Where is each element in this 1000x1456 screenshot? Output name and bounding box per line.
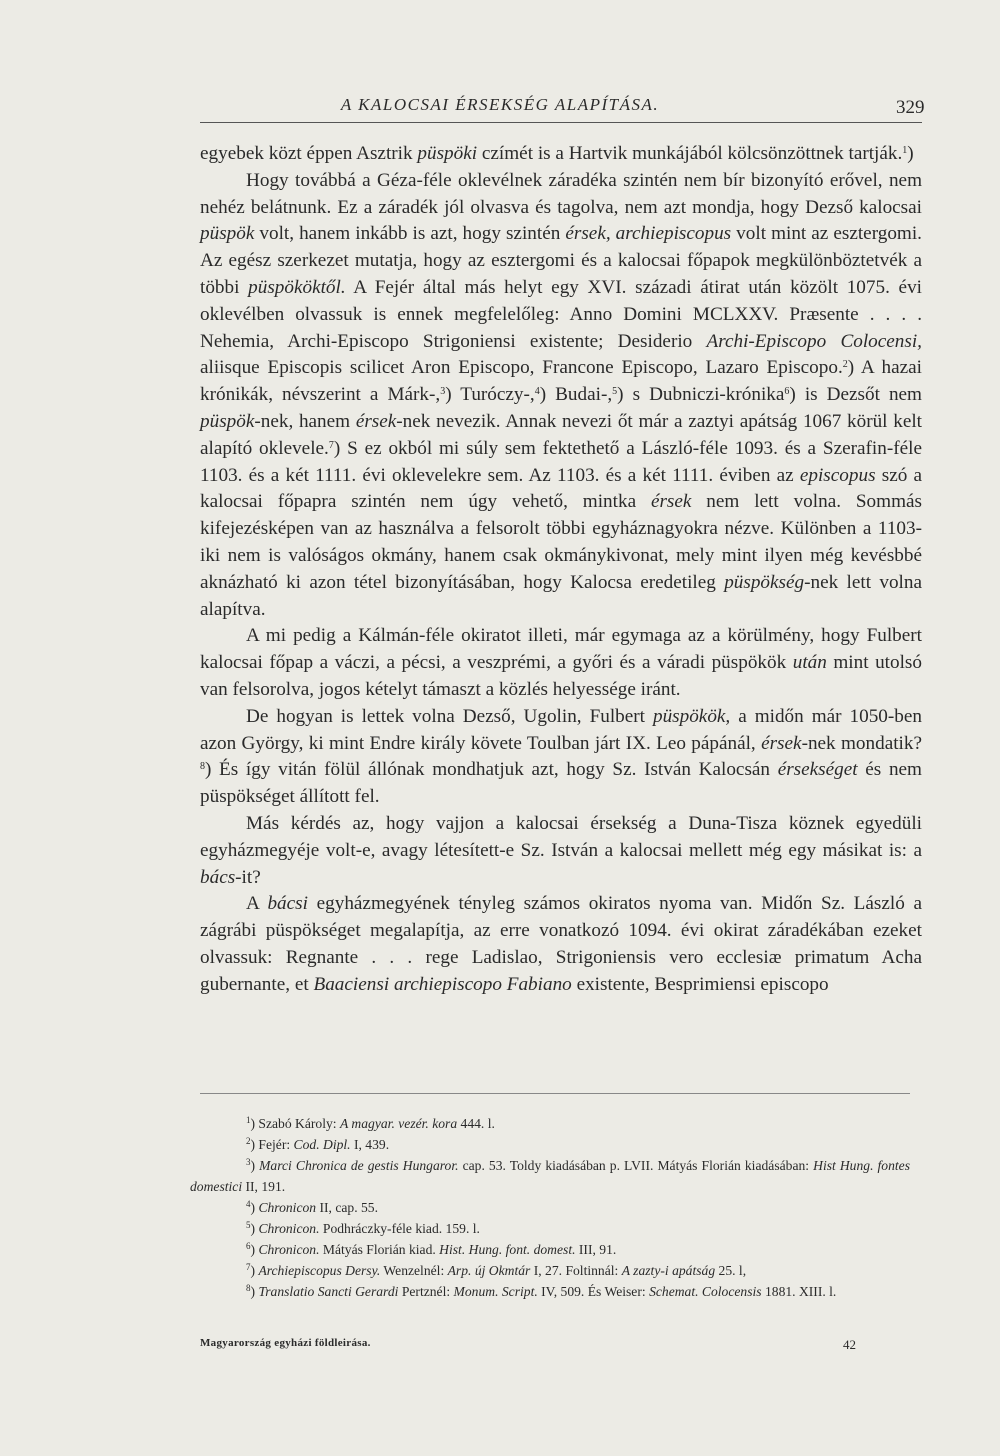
text-run: De hogyan is lettek volna Dezső, Ugolin, Fulbert: [246, 705, 653, 727]
footnote-ref: 1: [902, 145, 908, 156]
text-run: és nem püspökséget állított fel.: [200, 759, 922, 808]
footnote-marker: 1: [246, 1115, 251, 1125]
italic-text: Hist Hung. fontes domestici: [190, 1158, 911, 1194]
footnote: [190, 1260, 910, 1281]
footnote-marker: 8: [246, 1283, 251, 1293]
footnote: [190, 1155, 910, 1197]
text-run: -nek mondatik?: [801, 732, 922, 754]
text-run: ): [250, 1221, 259, 1236]
footnote-marker: 4: [246, 1199, 251, 1209]
text-run: I, 27. Foltinnál:: [530, 1263, 622, 1278]
text-run: egyebek közt éppen Asztrik: [200, 143, 418, 164]
text-run: A: [246, 893, 268, 915]
text-run: Wenzelnél:: [380, 1263, 448, 1278]
text-run: Pertznél:: [398, 1284, 454, 1299]
text-run: ) A hazai krónikák, névszerint a Márk-,: [200, 357, 922, 406]
italic-text: után: [792, 652, 827, 674]
text-run: aliisque Episcopis scilicet Aron Episcopo, Francone Episcopo, Lazaro Episcopo.: [200, 357, 843, 379]
italic-text: Cod. Dipl.: [293, 1137, 351, 1152]
italic-text: Translatio Sancti Gerardi: [258, 1284, 399, 1299]
text-run: 444. l.: [457, 1116, 495, 1131]
footnote-ref: 8: [200, 761, 205, 773]
text-run: -nek, hanem: [254, 410, 356, 432]
text-run: volt mint az esztergomi. Az egész szerkezet mutatja, hogy az esztergomi és a kalocsai főpapok megkülönböztetvék a többi: [200, 223, 922, 298]
text-run: cap. 53. Toldy kiadásában p. LVII. Mátyás Florián kiadásában:: [458, 1158, 814, 1173]
footnote-marker: 7: [246, 1262, 251, 1272]
footnote-rule: [200, 1093, 910, 1094]
footnote-ref: 6: [784, 386, 790, 398]
text-run: ): [250, 1200, 259, 1215]
italic-text: Chronicon.: [258, 1242, 320, 1257]
italic-text: érsekséget: [777, 759, 858, 781]
paragraph: [200, 811, 922, 891]
italic-text: püspökök,: [652, 705, 731, 727]
text-run: egyházmegyének tényleg számos okiratos nyoma van. Midőn Sz. László a zágrábi püspökséget megalapítja, az erre vonatkozó 1094. évi okirat záradékában ezeket olvassuk: Regnante . . . rege Ladislao, Strigoniensis vero ecclesiæ primatum Acha gubernante, et: [200, 893, 922, 995]
text-run: ) is Dezsőt nem: [789, 384, 922, 406]
italic-text: Arp. új Okmtár: [447, 1263, 531, 1278]
signature-line: Magyarország egyházi földleirása.: [200, 1337, 371, 1349]
italic-text: Hist. Hung. font. domest.: [439, 1242, 576, 1257]
footnote: [190, 1197, 910, 1218]
footnote-ref: 7: [328, 439, 334, 451]
paragraph: [200, 704, 922, 811]
italic-text: Monum. Script.: [453, 1284, 538, 1299]
text-run: A Fejér által más helyt egy XVI. századi átirat után közölt 1075. évi oklevélben olvassuk is ennek megfelelőleg: Anno Domini MCLXXV. Præsente . . . . Nehemia, Archi-Episcopo Strigoniensi existente; Desiderio: [200, 276, 922, 352]
italic-text: érsek: [761, 732, 802, 754]
running-header-title: A KALOCSAI ÉRSEKSÉG ALAPÍTÁSA.: [340, 95, 660, 114]
footnote-marker: 5: [246, 1220, 251, 1230]
paragraph: [200, 141, 922, 168]
text-run: II, cap. 55.: [316, 1200, 378, 1215]
italic-text: Chronicon.: [258, 1221, 320, 1236]
italic-text: püspököktől.: [248, 276, 346, 298]
text-run: ) Turóczy-,: [445, 384, 535, 406]
text-run: ): [250, 1263, 259, 1278]
text-run: II, 191.: [242, 1179, 286, 1194]
text-run: ) Budai-,: [539, 384, 613, 406]
footnote-ref: 2: [842, 359, 848, 371]
text-run: ) s Dubniczi-krónika: [617, 384, 785, 406]
text-run: mint utolsó van felsorolva, jogos kételyt támaszt a közlés helyessége iránt.: [200, 652, 922, 700]
italic-text: Schemat. Colocensis: [649, 1284, 762, 1299]
text-run: ): [250, 1284, 259, 1299]
italic-text: Marci Chronica de gestis Hungaror.: [259, 1158, 459, 1173]
footnote: [190, 1134, 910, 1155]
footnote: [190, 1113, 910, 1134]
italic-text: püspökség: [724, 571, 805, 593]
footnote: [190, 1239, 910, 1260]
text-run: -it?: [235, 866, 261, 888]
paragraph: [200, 168, 922, 624]
text-run: I, 439.: [350, 1137, 390, 1152]
italic-text: Chronicon: [258, 1200, 317, 1215]
text-run: ) És így vitán fölül állónak mondhatjuk azt, hogy Sz. István Kalocsán: [205, 759, 778, 781]
italic-text: episcopus: [799, 464, 876, 486]
footnote-marker: 6: [246, 1241, 251, 1251]
italic-text: Archiepiscopus Dersy.: [258, 1263, 381, 1278]
italic-text: bács: [200, 866, 236, 888]
text-run: ): [250, 1242, 259, 1257]
text-run: czímét is a Hartvik munkájából kölcsönzöttnek tartják.: [477, 143, 903, 164]
text-run: ) Szabó Károly:: [250, 1116, 340, 1131]
text-run: nem lett volna. Sommás kifejezésképen van az használva a felsorolt többi egyháznagyokra nézve. Különben a 1103-iki nem is valóságos okmány, hanem csak okmánykivonat, mely mint ilyen még kevésbbé aknázható ki azon tétel bizonyításában, hogy Kalocsa eredetileg: [200, 491, 922, 593]
italic-text: A magyar. vezér. kora: [339, 1116, 458, 1131]
text-run: Hogy továbbá a Géza-féle oklevélnek záradéka szintén nem bír bizonyító erővel, nem nehéz belátnunk. Ez a záradék jól olvasva és tagolva, nem azt mondja, hogy Dezső kalocsai: [200, 169, 922, 218]
footnote: [190, 1218, 910, 1239]
text-run: ): [250, 1158, 260, 1173]
italic-text: püspök: [200, 223, 255, 245]
body-text: [200, 141, 922, 999]
italic-text: püspöki: [417, 143, 478, 164]
footnote-ref: 3: [440, 386, 446, 398]
paragraph: [200, 623, 922, 703]
text-run: Mátyás Florián kiad.: [319, 1242, 440, 1257]
italic-text: érsek: [355, 410, 397, 432]
footnote: [190, 1281, 910, 1302]
text-run: existente, Besprimiensi episcopo: [571, 973, 829, 995]
page-number: 329: [896, 97, 925, 118]
text-run: -nek nevezik. Annak nevezi őt már a zaztyi apátság 1067 körül kelt alapító oklevele.: [200, 410, 922, 459]
italic-text: érsek, archiepiscopus: [565, 223, 732, 245]
text-run: IV, 509. És Weiser:: [537, 1284, 650, 1299]
text-run: A mi pedig a Kálmán-féle okiratot illeti, már egymaga az a körülmény, hogy Fulbert kalocsai főpap a váczi, a pécsi, a veszprémi, a győri és a váradi püspökök: [200, 625, 922, 674]
text-run: ): [907, 143, 914, 164]
italic-text: érsek: [650, 491, 692, 513]
text-run: ) S ez okból mi súly sem fektethető a László-féle 1093. és a Szerafin-féle 1103. és a két 1111. évi oklevelekre sem. Az 1103. és a két 1111. éviben az: [200, 437, 922, 486]
text-run: 1881. XIII. l.: [761, 1284, 837, 1299]
italic-text: A zazty-i apátság: [621, 1263, 716, 1278]
text-run: szó a kalocsai főpapra szintén nem úgy vehető, mintka: [200, 464, 922, 513]
italic-text: Baaciensi archiepiscopo Fabiano: [313, 973, 572, 995]
text-run: -nek lett volna alapítva.: [200, 571, 922, 620]
italic-text: Archi-Episcopo Colocensi,: [706, 330, 922, 352]
sheet-number: 42: [843, 1337, 856, 1352]
text-run: a midőn már 1050-ben azon György, ki mint Endre király követe Toulban járt IX. Leo pápánál,: [200, 705, 922, 754]
footnote-ref: 4: [534, 386, 540, 398]
italic-text: bácsi: [267, 893, 308, 915]
footnote-marker: 2: [246, 1136, 251, 1146]
text-run: Podhráczky-féle kiad. 159. l.: [319, 1221, 480, 1236]
header-rule: [200, 122, 922, 123]
paragraph: [200, 891, 922, 998]
footnote-ref: 5: [612, 386, 618, 398]
text-run: III, 91.: [575, 1242, 617, 1257]
text-run: 25. l,: [715, 1263, 747, 1278]
text-run: volt, hanem inkább is azt, hogy szintén: [254, 223, 566, 245]
text-run: Más kérdés az, hogy vajjon a kalocsai érsekség a Duna-Tisza köznek egyedüli egyházmegyéje volt-e, avagy létesített-e Sz. István a kalocsai mellett még egy másikat is: a: [200, 812, 922, 861]
footnotes: [190, 1113, 910, 1302]
italic-text: püspök: [200, 410, 255, 432]
text-run: ) Fejér:: [250, 1137, 294, 1152]
footnote-marker: 3: [246, 1157, 251, 1167]
